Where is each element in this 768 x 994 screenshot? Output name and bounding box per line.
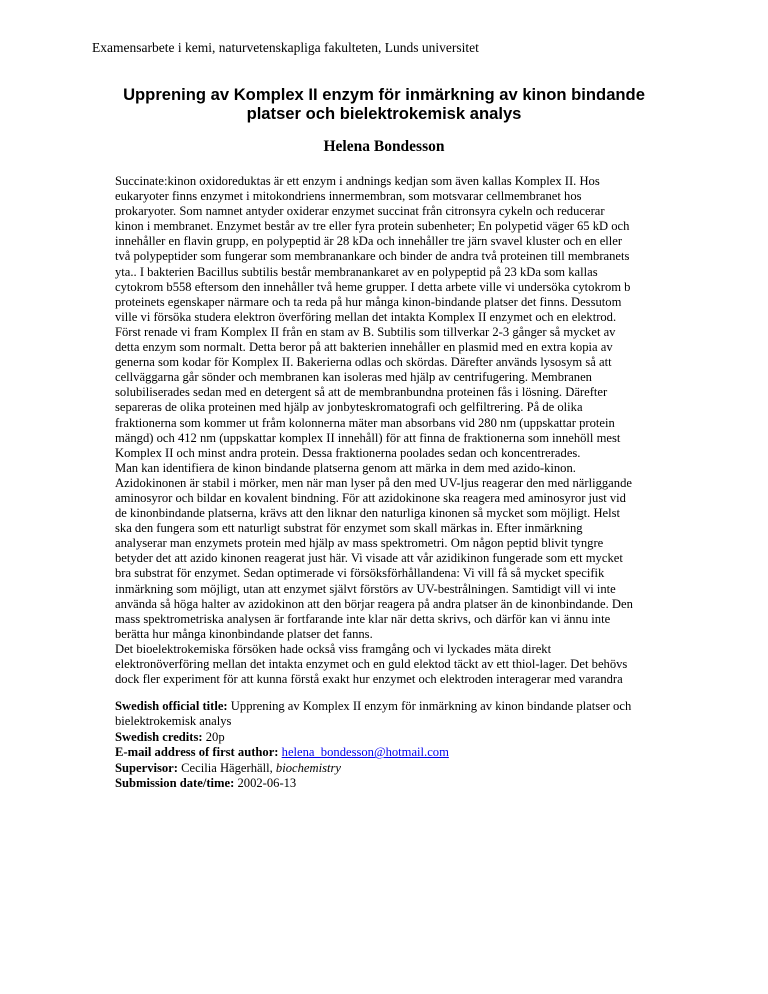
meta-official-title-cont: bielektrokemisk analys [115,714,232,729]
abstract-line: proteinets egenskaper närmare och ta reda på hur många kinon-bindande platser det finns. Dessutom [115,294,622,309]
meta-credits-label: Swedish credits: [115,729,203,744]
author-email-link[interactable]: helena_bondesson@hotmail.com [281,745,449,760]
meta-supervisor-label: Supervisor: [115,760,178,775]
abstract-line: mass spektrometriska analysen är fortfarande inte klar när detta skrivs, och därför kan vi ännu inte [115,611,611,626]
meta-supervisor-sep: , [269,760,273,775]
title-line-1: Upprening av Komplex II enzym för inmärkning av kinon bindande [123,85,645,104]
abstract-line: cytokrom b558 eftersom den innehåller två heme grupper. I detta arbete ville vi undersöka cytokrom b [115,279,631,294]
title-line-2: platser och bielektrokemisk analys [246,104,522,123]
meta-credits [115,730,695,745]
abstract-line: separeras de olika proteinen med hjälp av jonbyteskromatografi och gelfiltrering. På de olika [115,400,583,415]
meta-supervisor [115,761,695,776]
thesis-metadata [115,699,695,791]
abstract-line: använda så höga halter av azidokinon att den börjar reagera på andra platser än de kinonbindande. Den [115,596,633,611]
abstract-line: mängd) och 412 nm (uppskattar komplex II innehåll) för att finna de fraktionerna som innehöll mest [115,430,621,445]
meta-email [115,745,695,760]
abstract-line: de kinonbindande platserna, krävs att den liknar den naturliga kinonen så mycket som möjligt. Helst [115,506,621,521]
abstract-line: generna som kodar för Komplex II. Bakerierna odlas och skördas. Därefter används lysosym så att [115,355,612,370]
meta-supervisor-dept: biochemistry [275,760,341,775]
abstract-line: ville vi försöka studera elektron överföring mellan det intakta Komplex II enzymet och en elektrod. [115,309,617,324]
abstract-body [115,174,675,687]
meta-date-label: Submission date/time: [115,776,235,791]
abstract-line: analyserar man enzymets protein med hjälp av mass spektrometri. Om någon peptid blivit tyngre [115,536,604,551]
meta-title-label: Swedish official title: [115,699,228,713]
author-name: Helena Bondesson [323,138,445,155]
abstract-line: cellväggarna går sönder och membranen kan isoleras med hjälp av centrifugering. Membranen [115,370,592,385]
abstract-line: fraktionerna som kommer ut fråm kolonnerna mäter man absorbans vid 280 nm (uppskattar protein [115,415,615,430]
abstract-line: ska den fungera som ett naturligt substrat för enzymet som skall märkas in. Efter inmärkning [115,521,583,536]
abstract-line: yta.. I bakterien Bacillus subtilis består membranankaret av en polypeptid på 23 kDa som kallas [115,264,598,279]
abstract-line: eukaryoter finns enzymet i mitokondriens innermembran, som motsvarar cellmembranet hos [115,189,582,204]
page-header: Examensarbete i kemi, naturvetenskapliga fakulteten, Lunds universitet [92,40,479,55]
meta-email-label: E-mail address of first author: [115,745,279,760]
abstract-line: Succinate:kinon oxidoreduktas är ett enzym i andnings kedjan som även kallas Komplex II. Hos [115,174,600,188]
meta-credits-value: 20p [205,729,225,744]
document-title [80,85,688,123]
abstract-line: elektronöverföring mellan det intakta enzymet och en guld elektod täckt av ett thiol-lager. Det behövs [115,657,628,671]
abstract-line: solubiliserades sedan med en detergent så att de membranbundna proteinen fås i lösning. Därefter [115,385,608,400]
abstract-line: Man kan identifiera de kinon bindande platserna genom att märka in dem med azido-kinon. [115,460,576,475]
meta-submission-date [115,776,695,791]
abstract-line: Först renade vi fram Komplex II från en stam av B. Subtilis som tillverkar 2-3 gånger så mycket av [115,324,616,339]
abstract-line: innehåller en flavin grupp, en polypeptid är 28 kDa och innehåller tre järn svavel kluster och en eller [115,234,623,249]
meta-title-value: Upprening av Komplex II enzym för inmärkning av kinon bindande platser och [230,699,632,713]
abstract-line: berätta hur många kinonbindande platser det fanns. [115,626,373,641]
abstract-line: dock fler experiment för att kunna förstå exakt hur enzymet och elektroden interagerar med varandra [115,672,623,687]
abstract-line: aminosyror och bildar en kovalent bindning. För att azidokinone ska reagera med aminosyror just vid [115,490,626,505]
abstract-line: Komplex II och minst andra protein. Dessa fraktionerna poolades sedan och koncentrerades. [115,445,581,460]
meta-date-value: 2002-06-13 [237,776,297,791]
abstract-line: detta enzym som normalt. Detta beror på att bakterien innehåller en plasmid med en extra kopia av [115,340,613,355]
abstract-line: kinon i membranet. Enzymet består av tre eller fyra protein subenheter; En polypetid väger 65 kD och [115,219,630,234]
meta-official-title [115,699,695,714]
abstract-line: Azidokinonen är stabil i mörker, men när man lyser på den med UV-ljus reagerar den med närliggande [115,475,632,490]
abstract-line: två polypeptider som fungerar som membranankare och binder de andra två proteinen till membranets [115,249,630,264]
abstract-line: betyder det att azido kinonen reagerat just här. Vi visade att vår azidikinon fungerade som ett mycket [115,551,623,566]
abstract-line: prokaryoter. Som namnet antyder oxiderar enzymet succinat från citronsyra cykeln och reducerar [115,204,605,219]
abstract-line: inmärkning som möjligt, utan att enzymet självt förstörs av UV-bestrålningen. Samtidigt vill vi inte [115,581,616,596]
abstract-line: bra substrat för enzymet. Sedan optimerade vi försöksförhållandena: Vi vill få så mycket specifik [115,566,605,581]
abstract-line: Det bioelektrokemiska försöken hade också viss framgång och vi lyckades mäta direkt [115,641,552,656]
meta-supervisor-name: Cecilia Hägerhäll [181,760,270,775]
